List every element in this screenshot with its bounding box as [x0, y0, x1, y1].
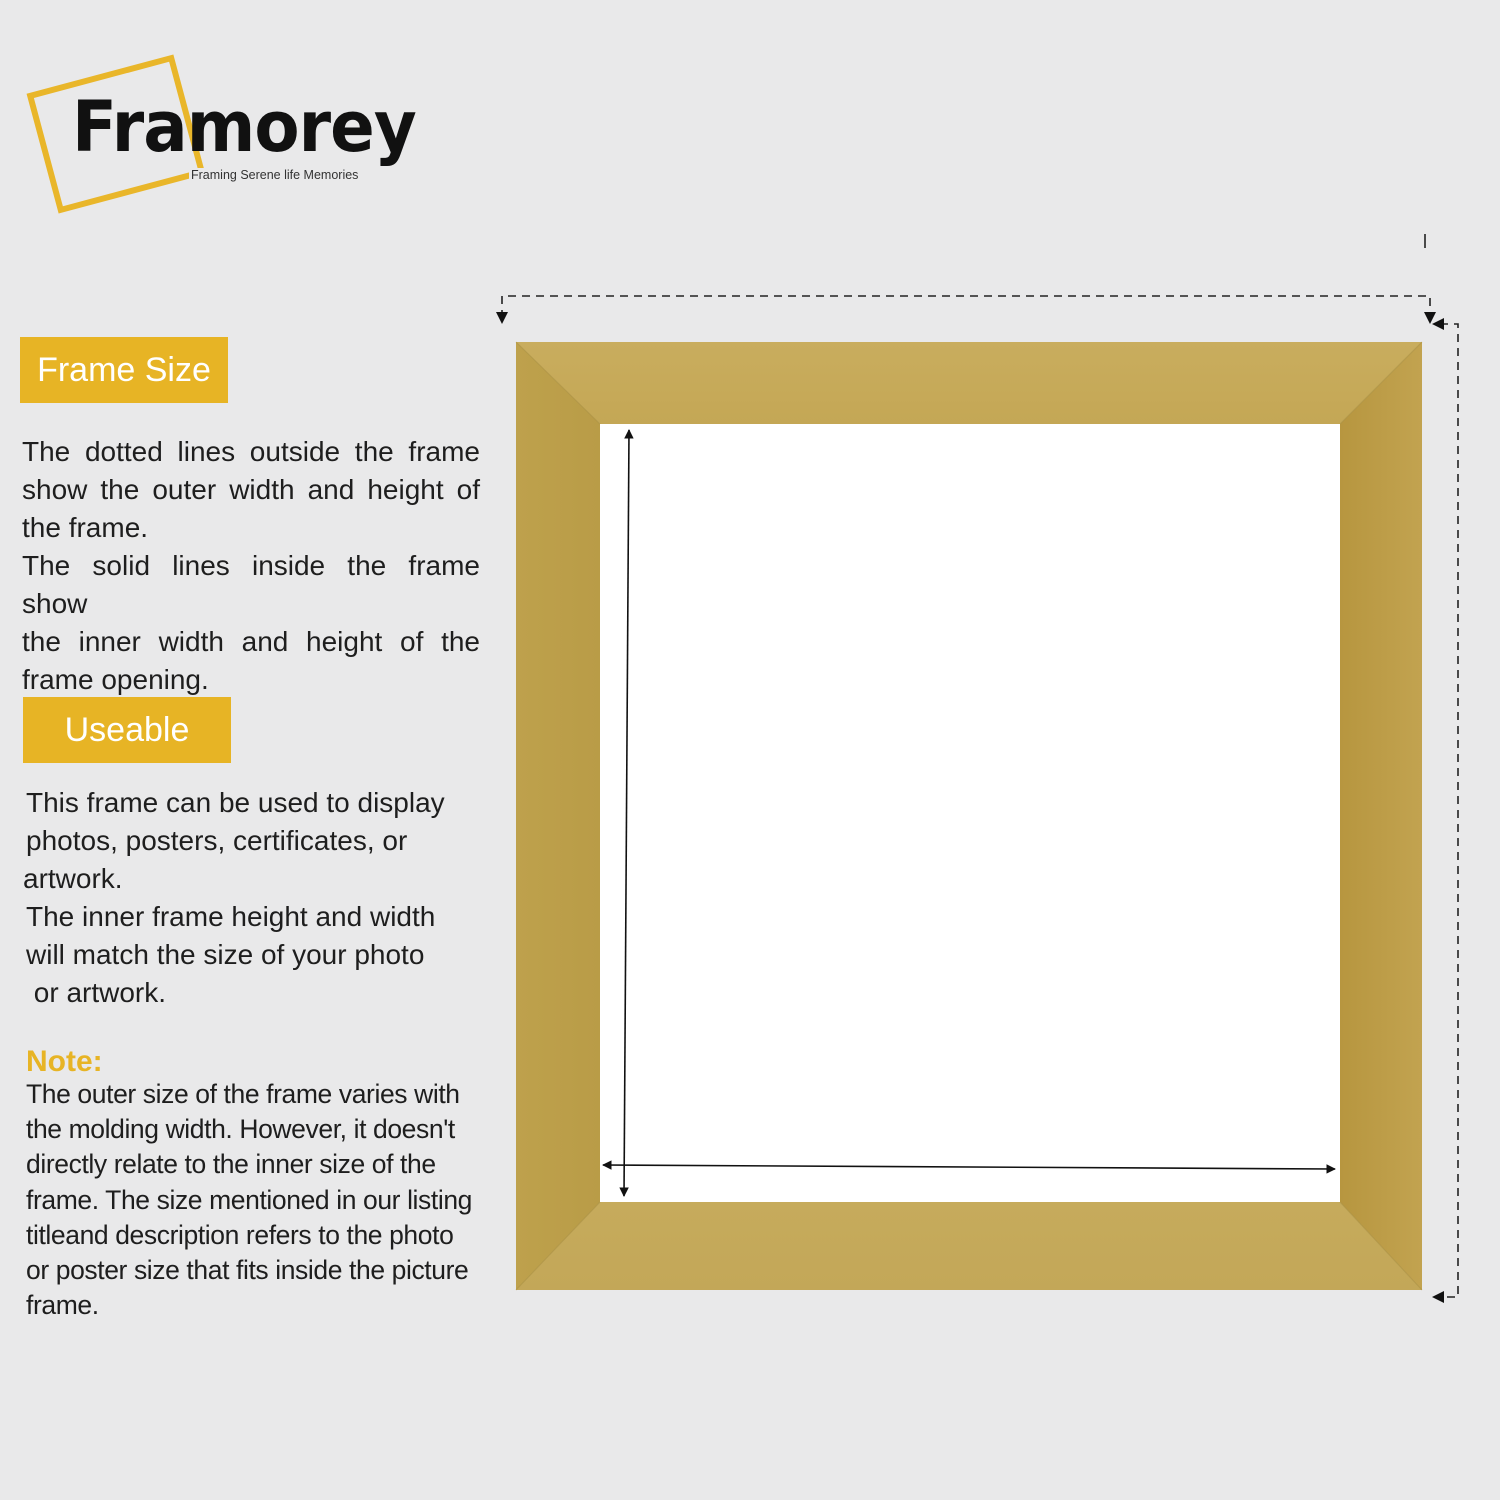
frame-top-molding: [516, 342, 1422, 424]
brand-tagline: Framing Serene life Memories: [191, 168, 359, 182]
note-line: frame. The size mentioned in our listing: [26, 1184, 473, 1215]
outer-width-dotted-line: [502, 296, 1430, 318]
frame-size-line: frame opening.: [22, 664, 209, 695]
useable-line: The inner frame height and width: [26, 901, 436, 932]
frame-bottom-molding: [516, 1202, 1422, 1290]
note-line: titleand description refers to the photo: [26, 1219, 454, 1250]
note-line: the molding width. However, it doesn't: [26, 1114, 455, 1145]
note-line: directly relate to the inner size of the: [26, 1149, 436, 1180]
frame-size-line: the inner width and height of the: [22, 626, 480, 657]
frame-left-molding: [516, 342, 600, 1290]
frame-opening: [600, 424, 1340, 1202]
useable-line: artwork.: [23, 863, 123, 894]
outer-width-arrow-right: [1424, 312, 1436, 324]
outer-height-arrow-bottom: [1432, 1291, 1444, 1303]
note-label: Note:: [26, 1045, 103, 1078]
outer-height-arrow-top: [1432, 318, 1444, 330]
useable-line: This frame can be used to display: [26, 787, 445, 818]
note-line: or poster size that fits inside the picture: [26, 1255, 469, 1286]
frame-size-line: The solid lines inside the frame show: [22, 550, 480, 619]
outer-width-arrow-left: [496, 312, 508, 324]
frame-size-line: show the outer width and height of: [22, 474, 480, 505]
brand-name: Framorey: [72, 86, 416, 168]
useable-line: photos, posters, certificates, or: [26, 825, 408, 856]
frame-size-line: The dotted lines outside the frame: [22, 436, 480, 467]
frame-size-line: the frame.: [22, 512, 149, 543]
frame-right-molding: [1340, 342, 1422, 1290]
note-line: The outer size of the frame varies with: [26, 1079, 460, 1109]
frame-size-badge: Frame Size: [20, 337, 228, 403]
outer-height-dotted-line: [1440, 324, 1458, 1297]
note-line: frame.: [26, 1290, 99, 1321]
useable-line: will match the size of your photo: [26, 939, 425, 970]
useable-line: or artwork.: [26, 977, 167, 1008]
useable-badge: Useable: [23, 697, 231, 763]
